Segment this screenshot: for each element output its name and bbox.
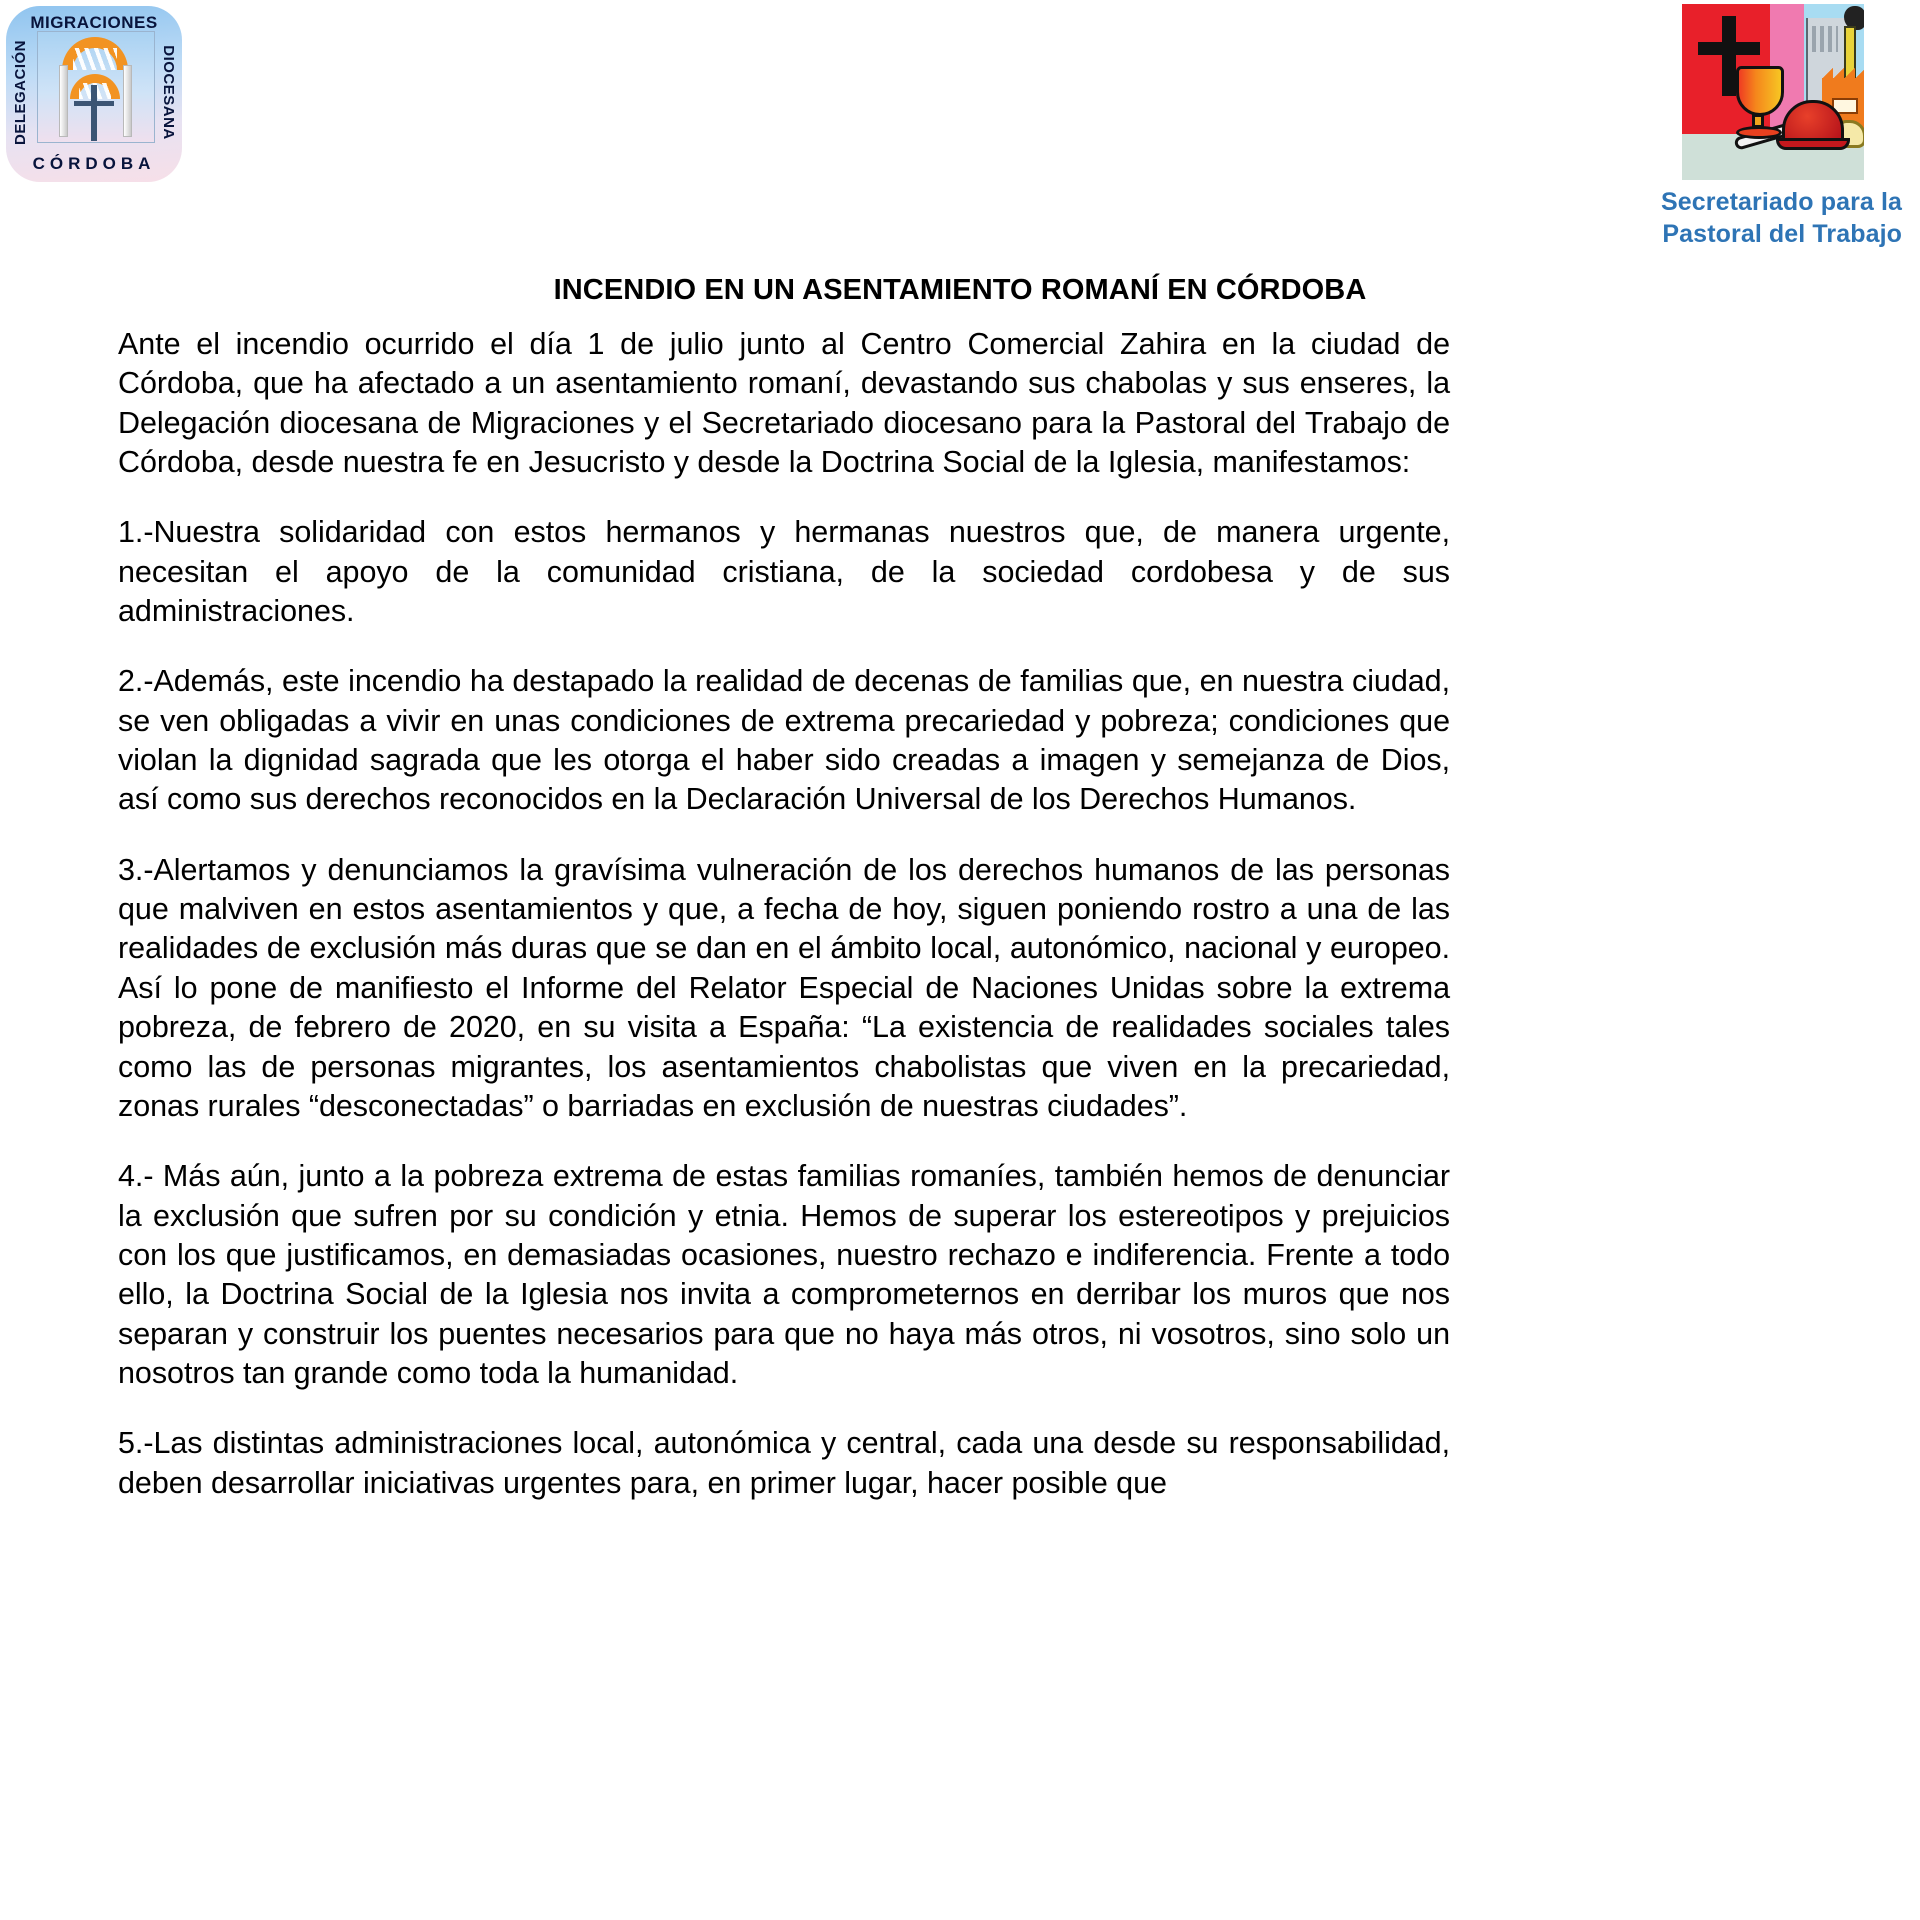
paragraph-item-2: 2.-Además, este incendio ha destapado la realidad de decenas de familias que, en nuestra ciudad, se ven obligadas a vivir en unas condiciones de extrema precariedad y pobreza; condiciones que violan la dignidad sagrada que les otorga el haber sido creadas a imagen y semejanza de Dios, así como sus derechos reconocidos en la Declaración Universal de los Derechos Humanos. xyxy=(118,664,1450,817)
paragraph-intro: Ante el incendio ocurrido el día 1 de julio junto al Centro Comercial Zahira en la ciudad de Córdoba, que ha afectado a un asentamiento romaní, devastando sus chabolas y sus enseres, la Delegación diocesana de Migraciones y el Secretariado diocesano para la Pastoral del Trabajo de Córdoba, desde nuestra fe en Jesucristo y desde la Doctrina Social de la Iglesia, manifestamos: xyxy=(118,327,1450,480)
page-title: INCENDIO EN UN ASENTAMIENTO ROMANÍ EN CÓRDOBA xyxy=(553,274,1367,306)
cross-icon xyxy=(1722,16,1736,96)
organization-title xyxy=(1661,186,1902,250)
logo-label-migraciones: MIGRACIONES xyxy=(30,13,158,32)
pastoral-trabajo-logo xyxy=(1682,4,1864,180)
column-left-icon xyxy=(59,65,68,137)
document-body xyxy=(118,325,1450,1503)
paragraph-item-5: 5.-Las distintas administraciones local, autonómica y central, cada una desde su responsabilidad, deben desarrollar iniciativas urgentes para, en primer lugar, hacer posible que xyxy=(118,1426,1450,1500)
paragraph-item-1: 1.-Nuestra solidaridad con estos hermanos y hermanas nuestros que, de manera urgente, necesitan el apoyo de la comunidad cristiana, de la sociedad cordobesa y de sus administraciones. xyxy=(118,515,1450,629)
paragraph-item-3: 3.-Alertamos y denunciamos la gravísima vulneración de los derechos humanos de las personas que malviven en estos asentamientos y que, a fecha de hoy, siguen poniendo rostro a una de las realidades de exclusión más duras que se dan en el ámbito local, autonómico, nacional y europeo. Así lo pone de manifiesto el Informe del Relator Especial de Naciones Unidas sobre la extrema pobreza, de febrero de 2020, en su visita a España: “La existencia de realidades sociales tales como las de personas migrantes, los asentamientos chabolistas que viven en la precariedad, zonas rurales “desconectadas” o barriadas en exclusión de nuestras ciudades”. xyxy=(118,852,1450,1123)
paragraph-item-4: 4.- Más aún, junto a la pobreza extrema de estas familias romaníes, también hemos de denunciar la exclusión que sufren por su condición y etnia. Hemos de superar los estereotipos y prejuicios con los que justificamos, en demasiadas ocasiones, nuestro rechazo e indiferencia. Frente a todo ello, la Doctrina Social de la Iglesia nos invita a comprometernos en derribar los muros que nos separan y construir los puentes necesarios para que no haya más otros, ni vosotros, sino solo un nosotros tan grande como toda la humanidad. xyxy=(118,1159,1450,1390)
delegacion-migraciones-logo xyxy=(6,6,182,182)
building-windows-icon xyxy=(1812,26,1838,52)
logo-arches-artwork xyxy=(37,31,155,143)
cross-crossbar-icon xyxy=(1698,42,1760,55)
chalice-icon xyxy=(1736,66,1784,116)
organization-title-line1: Secretariado para la xyxy=(1660,188,1902,216)
logo-label-delegacion: DELEGACIÓN xyxy=(12,39,30,146)
document-header xyxy=(0,0,1920,268)
column-right-icon xyxy=(123,65,132,137)
logo-label-diocesana: DIOCESANA xyxy=(160,45,178,140)
hard-hat-brim-icon xyxy=(1776,138,1850,150)
cross-icon xyxy=(91,85,97,141)
chalice-stem-icon xyxy=(1752,114,1764,128)
organization-title-line2: Pastoral del Trabajo xyxy=(1662,220,1902,248)
mosque-arch-large-icon xyxy=(62,37,128,70)
logo-label-cordoba: CÓRDOBA xyxy=(32,154,156,173)
